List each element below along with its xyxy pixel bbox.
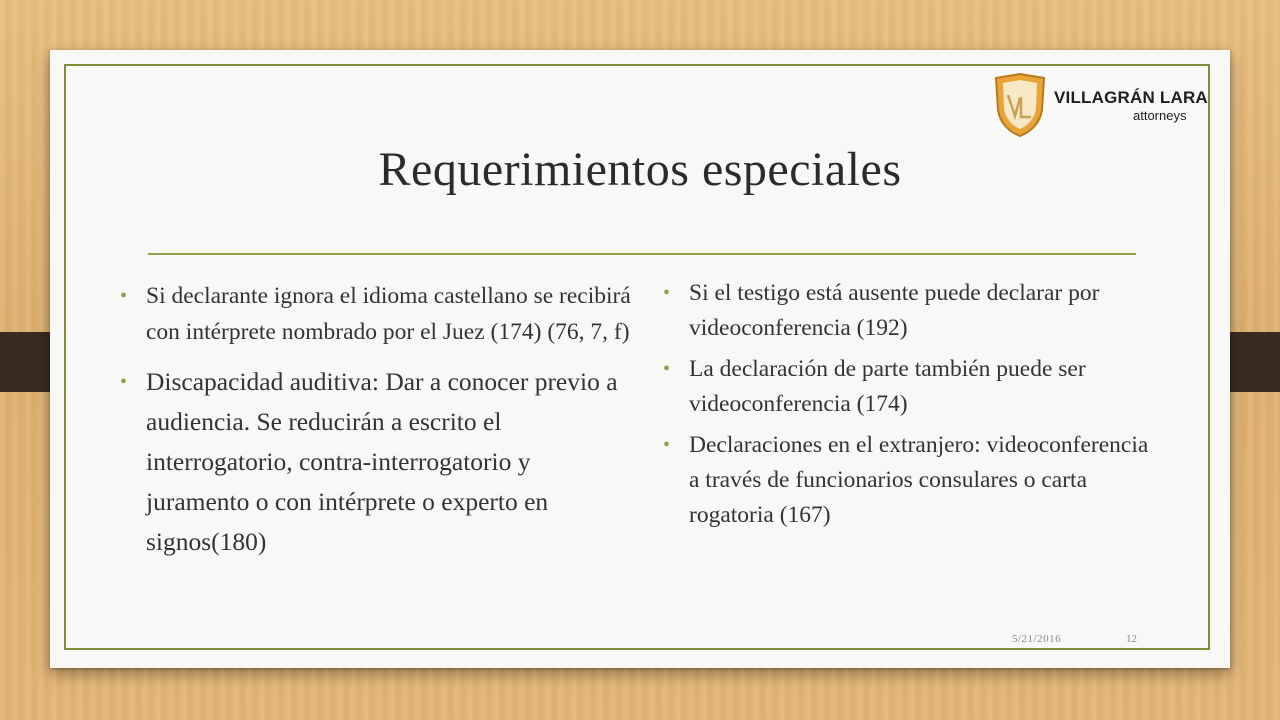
- logo-firm-name: VILLAGRÁN LARA: [1054, 88, 1208, 107]
- footer-page-number: 12: [1126, 633, 1137, 645]
- company-logo: [992, 72, 1222, 142]
- bullet-icon: •: [663, 282, 671, 304]
- bullet-text: Si declarante ignora el idioma castellano se recibirá con intérprete nombrado por el Juez (174) (76, 7, f): [146, 283, 631, 345]
- bullet-icon: •: [663, 358, 671, 380]
- shield-icon: [992, 72, 1048, 138]
- list-item: [663, 352, 1159, 422]
- slide-title: Requerimientos especiales: [378, 143, 902, 196]
- bullet-text: La declaración de parte también puede ser videoconferencia (174): [689, 356, 1086, 417]
- list-item: [663, 428, 1159, 533]
- bullet-icon: •: [120, 285, 128, 307]
- logo-subtitle: attorneys: [1133, 108, 1187, 123]
- bullet-text: Discapacidad auditiva: Dar a conocer previo a audiencia. Se reducirán a escrito el interrogatorio, contra-interrogatorio y juramento o con intérprete o experto en signos(180): [146, 367, 618, 556]
- list-item: [120, 362, 636, 562]
- bullet-text: Si el testigo está ausente puede declarar por videoconferencia (192): [689, 280, 1100, 341]
- list-item: [663, 276, 1159, 346]
- bullet-icon: •: [663, 434, 671, 456]
- bullet-icon: •: [120, 371, 128, 393]
- title-divider: [148, 253, 1136, 255]
- left-bullet-list: [120, 278, 636, 562]
- footer-date: 5/21/2016: [1012, 633, 1062, 645]
- bullet-text: Declaraciones en el extranjero: videoconferencia a través de funcionarios consulares o carta rogatoria (167): [689, 432, 1149, 528]
- right-bullet-list: [663, 276, 1159, 539]
- list-item: [120, 278, 636, 350]
